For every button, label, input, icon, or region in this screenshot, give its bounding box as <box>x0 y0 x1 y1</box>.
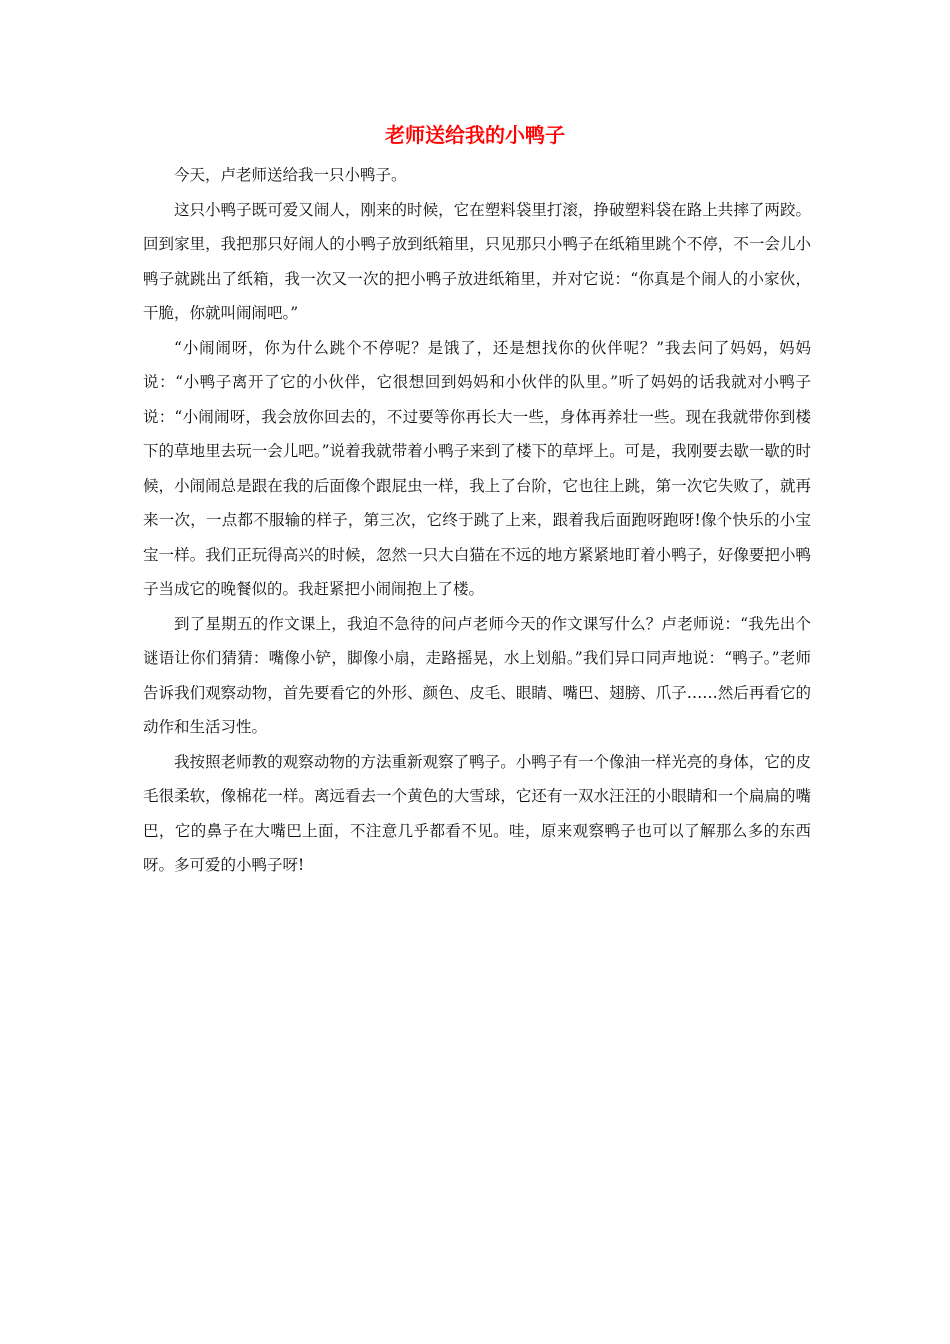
paragraph-5: 我按照老师教的观察动物的方法重新观察了鸭子。小鸭子有一个像油一样光亮的身体，它的皮毛很柔软，像棉花一样。离远看去一个黄色的大雪球，它还有一双水汪汪的小眼睛和一个扁扁的嘴巴，它的鼻子在大嘴巴上面，不注意几乎都看不见。哇，原来观察鸭子也可以了解那么多的东西呀。多可爱的小鸭子呀! <box>143 752 811 874</box>
document-title: 老师送给我的小鸭子 <box>385 123 565 147</box>
paragraph-3: “小闹闹呀，你为什么跳个不停呢？是饿了，还是想找你的伙伴呢？”我去问了妈妈，妈妈说：“小鸭子离开了它的小伙伴，它很想回到妈妈和小伙伴的队里。”听了妈妈的话我就对小鸭子说：“小闹闹呀，我会放你回去的，不过要等你再长大一些，身体再养壮一些。现在我就带你到楼下的草地里去玩一会儿吧。”说着我就带着小鸭子来到了楼下的草坪上。可是，我刚要去歇一歇的时候，小闹闹总是跟在我的后面像个跟屁虫一样，我上了台阶，它也往上跳，第一次它失败了，就再来一次，一点都不服输的样子，第三次，它终于跳了上来，跟着我后面跑呀跑呀!像个快乐的小宝宝一样。我们正玩得高兴的时候，忽然一只大白猫在不远的地方紧紧地盯着小鸭子，好像要把小鸭子当成它的晚餐似的。我赶紧把小闹闹抱上了楼。 <box>143 338 811 598</box>
paragraph-4: 到了星期五的作文课上，我迫不急待的问卢老师今天的作文课写什么？卢老师说：“我先出个谜语让你们猜猜：嘴像小铲，脚像小扇，走路摇晃，水上划船。”我们异口同声地说：“鸭子。”老师告诉我们观察动物，首先要看它的外形、颜色、皮毛、眼睛、嘴巴、翅膀、爪子……然后再看它的动作和生活习性。 <box>143 614 811 736</box>
document-body <box>143 158 811 883</box>
paragraph-2: 这只小鸭子既可爱又闹人，刚来的时候，它在塑料袋里打滚，挣破塑料袋在路上共摔了两跤。回到家里，我把那只好闹人的小鸭子放到纸箱里，只见那只小鸭子在纸箱里跳个不停，不一会儿小鸭子就跳出了纸箱，我一次又一次的把小鸭子放进纸箱里，并对它说：“你真是个闹人的小家伙，干脆，你就叫闹闹吧。” <box>143 200 811 322</box>
paragraph-1: 今天，卢老师送给我一只小鸭子。 <box>174 166 407 184</box>
